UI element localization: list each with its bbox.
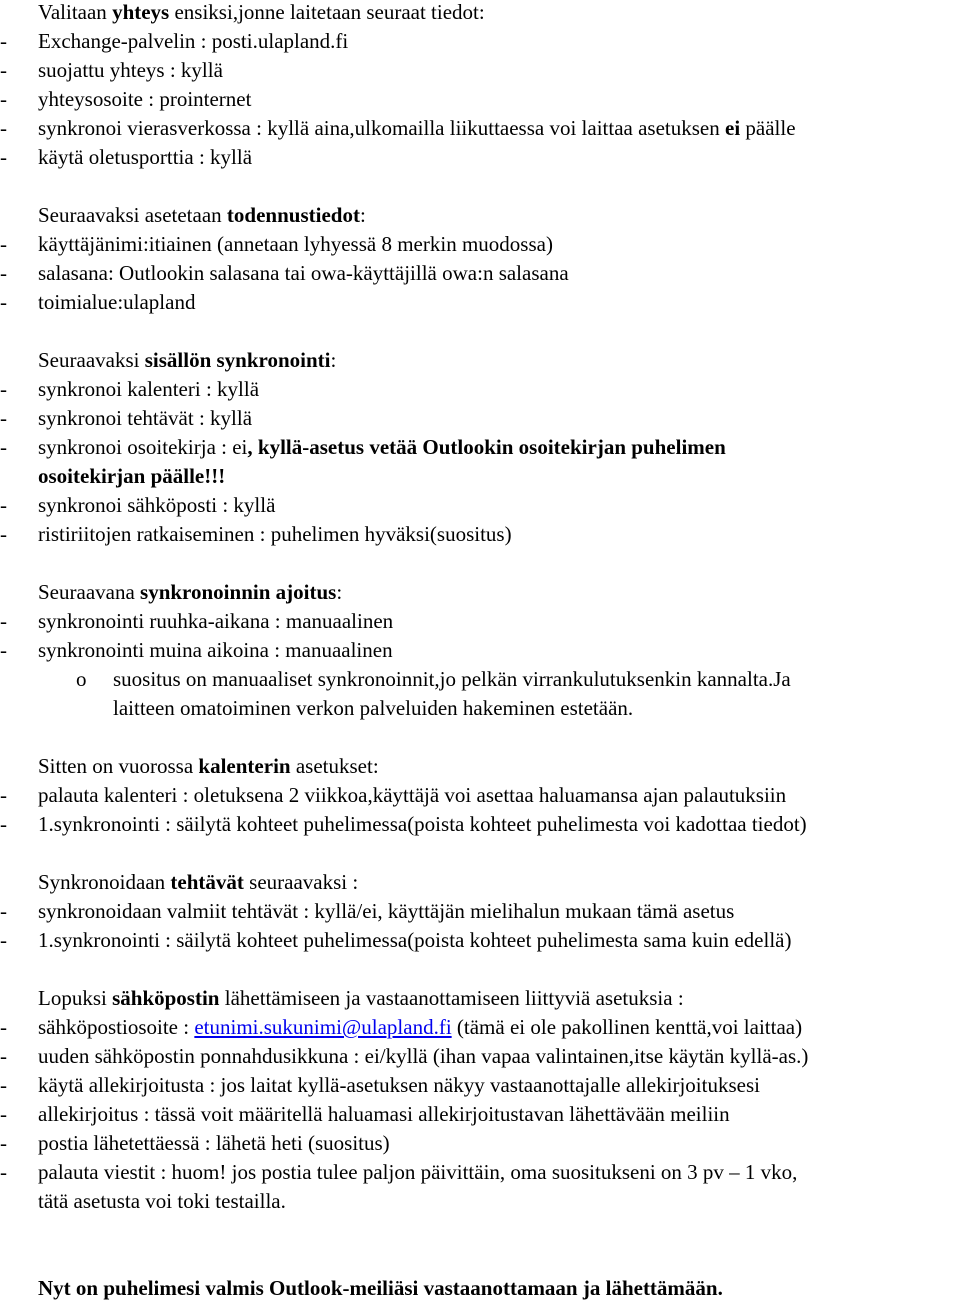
intro-text: Sitten on vuorossa xyxy=(38,754,199,778)
intro-bold: tehtävät xyxy=(170,870,244,894)
section-tasks-intro xyxy=(0,868,960,897)
item-text: synkronoidaan valmiit tehtävät : kyllä/ei, käyttäjän mielihalun mukaan tämä asetus xyxy=(38,899,735,923)
sub-list-item xyxy=(0,665,960,694)
item-text: synkronoi osoitekirja : ei xyxy=(38,435,248,459)
list-item xyxy=(0,404,960,433)
dash: - xyxy=(0,406,7,430)
item-text: synkronoi vierasverkossa : kyllä aina,ulkomailla liikuttaessa voi laittaa asetuksen xyxy=(38,116,725,140)
intro-text-end: lähettämiseen ja vastaanottamiseen liittyviä asetuksia : xyxy=(219,986,684,1010)
intro-bold: synkronoinnin ajoitus xyxy=(140,580,337,604)
item-bold: , kyllä-asetus vetää Outlookin osoitekirjan puhelimen xyxy=(247,435,726,459)
intro-text: Seuraavaksi xyxy=(38,348,145,372)
dash: - xyxy=(0,522,7,546)
intro-text: Seuraavaksi asetetaan xyxy=(38,203,227,227)
dash: - xyxy=(0,290,7,314)
sub-list-item-continuation xyxy=(0,694,960,723)
dash: - xyxy=(0,1160,7,1184)
list-item xyxy=(0,607,960,636)
section-credentials-intro xyxy=(0,201,960,230)
dash: - xyxy=(0,1131,7,1155)
dash: - xyxy=(0,899,7,923)
intro-bold: yhteys xyxy=(112,0,170,24)
intro-bold: sähköpostin xyxy=(112,986,220,1010)
final-statement xyxy=(0,1274,960,1303)
section-sync-schedule-intro xyxy=(0,578,960,607)
item-text-end: päälle xyxy=(740,116,796,140)
item-text: synkronoi kalenteri : kyllä xyxy=(38,377,260,401)
item-text: käytä allekirjoitusta : jos laitat kyllä-asetuksen näkyy vastaanottajalle allekirjoituksesi xyxy=(38,1073,760,1097)
list-item xyxy=(0,781,960,810)
item-text: synkronoi tehtävät : kyllä xyxy=(38,406,253,430)
sub-item-text: laitteen omatoiminen verkon palveluiden hakeminen estetään. xyxy=(113,696,634,720)
list-item xyxy=(0,1071,960,1100)
dash: - xyxy=(0,58,7,82)
list-item xyxy=(0,27,960,56)
list-item xyxy=(0,259,960,288)
list-item xyxy=(0,926,960,955)
list-item xyxy=(0,1158,960,1187)
intro-text-end: : xyxy=(330,348,337,372)
item-text: synkronointi ruuhka-aikana : manuaalinen xyxy=(38,609,394,633)
dash: - xyxy=(0,1044,7,1068)
item-bold: ei xyxy=(725,116,741,140)
item-text: tätä asetusta voi toki testailla. xyxy=(38,1189,286,1213)
section-content-sync-intro xyxy=(0,346,960,375)
dash: - xyxy=(0,232,7,256)
list-item xyxy=(0,520,960,549)
list-item xyxy=(0,433,960,462)
list-item xyxy=(0,1129,960,1158)
dash: - xyxy=(0,928,7,952)
dash: - xyxy=(0,812,7,836)
intro-text-end: : xyxy=(359,203,366,227)
list-item xyxy=(0,56,960,85)
section-email-intro xyxy=(0,984,960,1013)
list-item xyxy=(0,85,960,114)
section-connection-intro xyxy=(0,0,960,27)
dash: - xyxy=(0,1073,7,1097)
dash: - xyxy=(0,29,7,53)
dash: - xyxy=(0,145,7,169)
intro-text-end: seuraavaksi : xyxy=(243,870,359,894)
list-item-continuation xyxy=(0,1187,960,1216)
dash: - xyxy=(0,435,7,459)
list-item xyxy=(0,491,960,520)
item-text: ristiriitojen ratkaiseminen : puhelimen hyväksi(suositus) xyxy=(38,522,512,546)
item-text: uuden sähköpostin ponnahdusikkuna : ei/kyllä (ihan vapaa valintainen,itse käytän kyllä-as.) xyxy=(38,1044,809,1068)
intro-text-end: : xyxy=(336,580,343,604)
item-text: palauta kalenteri : oletuksena 2 viikkoa,käyttäjä voi asettaa haluamansa ajan palautuksiin xyxy=(38,783,787,807)
intro-bold: kalenterin xyxy=(198,754,291,778)
list-item xyxy=(0,230,960,259)
list-item xyxy=(0,636,960,665)
item-text: 1.synkronointi : säilytä kohteet puhelimessa(poista kohteet puhelimesta sama kuin edellä) xyxy=(38,928,792,952)
dash: - xyxy=(0,116,7,140)
dash: - xyxy=(0,609,7,633)
dash: - xyxy=(0,1015,7,1039)
item-text: Exchange-palvelin : posti.ulapland.fi xyxy=(38,29,349,53)
dash: - xyxy=(0,261,7,285)
list-item xyxy=(0,143,960,172)
list-item xyxy=(0,1042,960,1071)
intro-text: Valitaan xyxy=(38,0,113,24)
list-item xyxy=(0,1100,960,1129)
bullet-icon: o xyxy=(76,667,87,691)
dash: - xyxy=(0,87,7,111)
intro-text: Synkronoidaan xyxy=(38,870,171,894)
item-text-end: (tämä ei ole pakollinen kenttä,voi laittaa) xyxy=(451,1015,803,1039)
dash: - xyxy=(0,783,7,807)
item-text: sähköpostiosoite : xyxy=(38,1015,195,1039)
intro-text-end: ensiksi,jonne laitetaan seuraat tiedot: xyxy=(169,0,485,24)
dash: - xyxy=(0,638,7,662)
item-text: suojattu yhteys : kyllä xyxy=(38,58,223,82)
intro-text: Lopuksi xyxy=(38,986,113,1010)
list-item xyxy=(0,375,960,404)
list-item xyxy=(0,288,960,317)
intro-bold: todennustiedot xyxy=(226,203,360,227)
list-item xyxy=(0,114,960,143)
item-bold-continuation: osoitekirjan päälle!!! xyxy=(38,464,226,488)
item-text: käyttäjänimi:itiainen (annetaan lyhyessä 8 merkin muodossa) xyxy=(38,232,553,256)
list-item-continuation xyxy=(0,462,960,491)
list-item xyxy=(0,897,960,926)
item-text: palauta viestit : huom! jos postia tulee paljon päivittäin, oma suositukseni on 3 pv – 1 vko, xyxy=(38,1160,798,1184)
section-calendar-intro xyxy=(0,752,960,781)
dash: - xyxy=(0,493,7,517)
item-text: salasana: Outlookin salasana tai owa-käyttäjillä owa:n salasana xyxy=(38,261,569,285)
item-text: käytä oletusporttia : kyllä xyxy=(38,145,253,169)
list-item xyxy=(0,810,960,839)
dash: - xyxy=(0,377,7,401)
item-text: synkronoi sähköposti : kyllä xyxy=(38,493,276,517)
item-text: 1.synkronointi : säilytä kohteet puhelimessa(poista kohteet puhelimesta voi kadottaa tiedot) xyxy=(38,812,807,836)
email-link[interactable]: etunimi.sukunimi@ulapland.fi xyxy=(194,1015,452,1039)
sub-item-text: suositus on manuaaliset synkronoinnit,jo pelkän virrankulutuksenkin kannalta.Ja xyxy=(113,667,791,691)
item-text: allekirjoitus : tässä voit määritellä haluamasi allekirjoitustavan lähettävään meiliin xyxy=(38,1102,730,1126)
item-text: synkronointi muina aikoina : manuaalinen xyxy=(38,638,393,662)
item-text: toimialue:ulapland xyxy=(38,290,196,314)
dash: - xyxy=(0,1102,7,1126)
list-item xyxy=(0,1013,960,1042)
intro-bold: sisällön synkronointi xyxy=(144,348,331,372)
item-text: yhteysosoite : prointernet xyxy=(38,87,252,111)
intro-text: Seuraavana xyxy=(38,580,141,604)
final-text: Nyt on puhelimesi valmis Outlook-meiliäsi vastaanottamaan ja lähettämään. xyxy=(38,1276,723,1300)
intro-text-end: asetukset: xyxy=(290,754,379,778)
item-text: postia lähetettäessä : lähetä heti (suositus) xyxy=(38,1131,390,1155)
